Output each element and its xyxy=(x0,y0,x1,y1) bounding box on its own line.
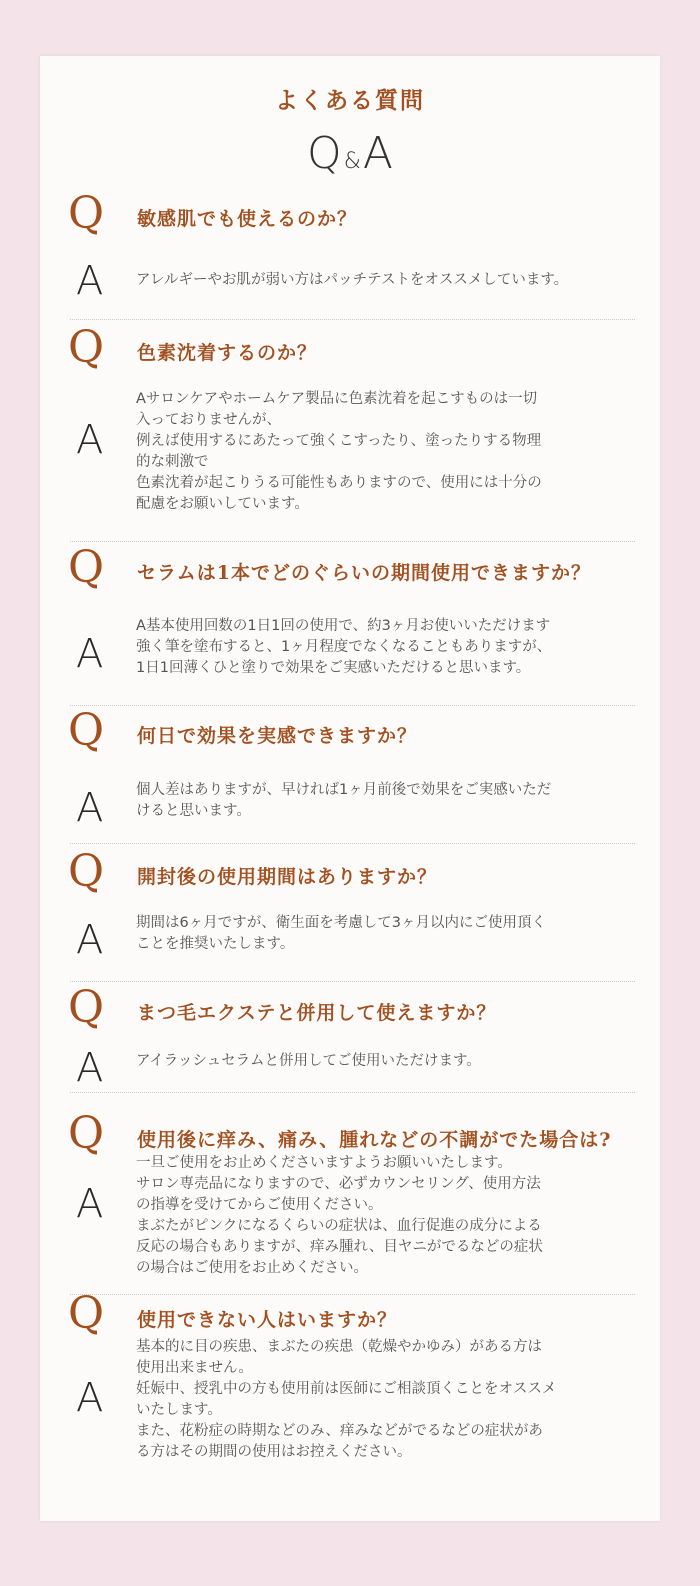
question-text: 使用できない人はいますか？ xyxy=(137,1309,398,1331)
answer-line: Aサロンケアやホームケア製品に色素沈着を起こすものは一切 xyxy=(136,391,538,407)
a-mark: A xyxy=(76,1181,104,1227)
question-text: 敏感肌でも使えるのか？ xyxy=(137,208,358,230)
divider xyxy=(70,1294,635,1295)
divider xyxy=(70,319,635,320)
question-text: 色素沈着するのか？ xyxy=(137,342,318,364)
q-mark: Q xyxy=(68,322,105,373)
answer-text xyxy=(136,389,631,515)
divider xyxy=(70,843,635,844)
answer-line: A基本使用回数の1日1回の使用で、約3ヶ月お使いいただけます xyxy=(136,618,551,634)
divider xyxy=(70,541,635,542)
qa-title xyxy=(40,124,660,192)
qa-title-a: A xyxy=(362,128,393,179)
answer-line: 期間は6ヶ月ですが、衛生面を考慮して3ヶ月以内にご使用頂く xyxy=(136,915,546,931)
answer-line: る方はその期間の使用はお控えください。 xyxy=(136,1444,412,1460)
a-mark: A xyxy=(76,917,104,963)
question-text: 開封後の使用期間はありますか？ xyxy=(137,866,438,888)
qa-title-q: Q xyxy=(307,128,342,179)
answer-line: 個人差はありますが、早ければ1ヶ月前後で効果をご実感いただ xyxy=(136,782,552,798)
answer-line: 1日1回薄くひと塗りで効果をご実感いただけると思います。 xyxy=(136,660,531,676)
answer-text xyxy=(136,913,631,955)
answer-line: 入っておりませんが、 xyxy=(136,412,281,428)
divider xyxy=(70,705,635,706)
answer-text xyxy=(136,1337,631,1463)
answer-line: の場合はご使用をお止めください。 xyxy=(136,1260,368,1276)
answer-text xyxy=(136,616,631,679)
answer-line: 例えば使用するにあたって強くこすったり、塗ったりする物理 xyxy=(136,433,542,449)
question-text: 使用後に痒み、痛み、腫れなどの不調がでた場合は? xyxy=(137,1129,612,1151)
answer-line: の指導を受けてからご使用ください。 xyxy=(136,1197,383,1213)
answer-line: 一旦ご使用をお止めくださいますようお願いいたします。 xyxy=(136,1155,512,1171)
question-text: まつ毛エクステと併用して使えますか？ xyxy=(137,1002,497,1024)
answer-line: 色素沈着が起こりうる可能性もありますので、使用には十分の xyxy=(136,475,542,491)
answer-text xyxy=(136,1153,631,1279)
answer-text xyxy=(136,1051,631,1072)
answer-line: アレルギーやお肌が弱い方はパッチテストをオススメしています。 xyxy=(136,272,569,288)
answer-line: 使用出来ません。 xyxy=(136,1360,253,1376)
answer-line: 的な刺激で xyxy=(136,454,209,470)
answer-line: けると思います。 xyxy=(136,803,251,819)
answer-line: 反応の場合もありますが、痒み腫れ、目ヤニがでるなどの症状 xyxy=(136,1239,543,1255)
answer-line: 基本的に目の疾患、まぶたの疾患（乾燥やかゆみ）がある方は xyxy=(136,1339,542,1355)
a-mark: A xyxy=(76,417,104,463)
a-mark: A xyxy=(76,258,104,304)
answer-line: 配慮をお願いしています。 xyxy=(136,496,309,512)
divider xyxy=(70,981,635,982)
faq-heading: よくある質問 xyxy=(275,87,425,114)
a-mark: A xyxy=(76,1375,104,1421)
answer-text xyxy=(136,780,631,822)
faq-card xyxy=(40,56,660,1521)
question-text: セラムは1本でどのぐらいの期間使用できますか？ xyxy=(137,562,592,584)
a-mark: A xyxy=(76,1045,104,1091)
answer-line: 妊娠中、授乳中の方も使用前は医師にご相談頂くことをオススメ xyxy=(136,1381,557,1397)
q-mark: Q xyxy=(68,846,105,897)
answer-line: アイラッシュセラムと併用してご使用いただけます。 xyxy=(136,1053,481,1069)
q-mark: Q xyxy=(68,982,105,1033)
answer-line: いたします。 xyxy=(136,1402,222,1418)
q-mark: Q xyxy=(68,188,105,239)
answer-line: まぶたがピンクになるくらいの症状は、血行促進の成分による xyxy=(136,1218,542,1234)
answer-line: サロン専売品になりますので、必ずカウンセリング、使用方法 xyxy=(136,1176,541,1192)
answer-line: ことを推奨いたします。 xyxy=(136,936,295,952)
question-text: 何日で効果を実感できますか？ xyxy=(137,725,418,747)
qa-title-amp: & xyxy=(343,149,361,174)
answer-line: また、花粉症の時期などのみ、痒みなどがでるなどの症状があ xyxy=(136,1423,543,1439)
q-mark: Q xyxy=(68,1108,105,1159)
a-mark: A xyxy=(76,631,104,677)
answer-text xyxy=(136,270,631,291)
q-mark: Q xyxy=(68,542,105,593)
q-mark: Q xyxy=(68,1288,105,1339)
q-mark: Q xyxy=(68,705,105,756)
divider xyxy=(70,1092,635,1093)
answer-line: 強く筆を塗布すると、1ヶ月程度でなくなることもありますが、 xyxy=(136,639,552,655)
a-mark: A xyxy=(76,785,104,831)
